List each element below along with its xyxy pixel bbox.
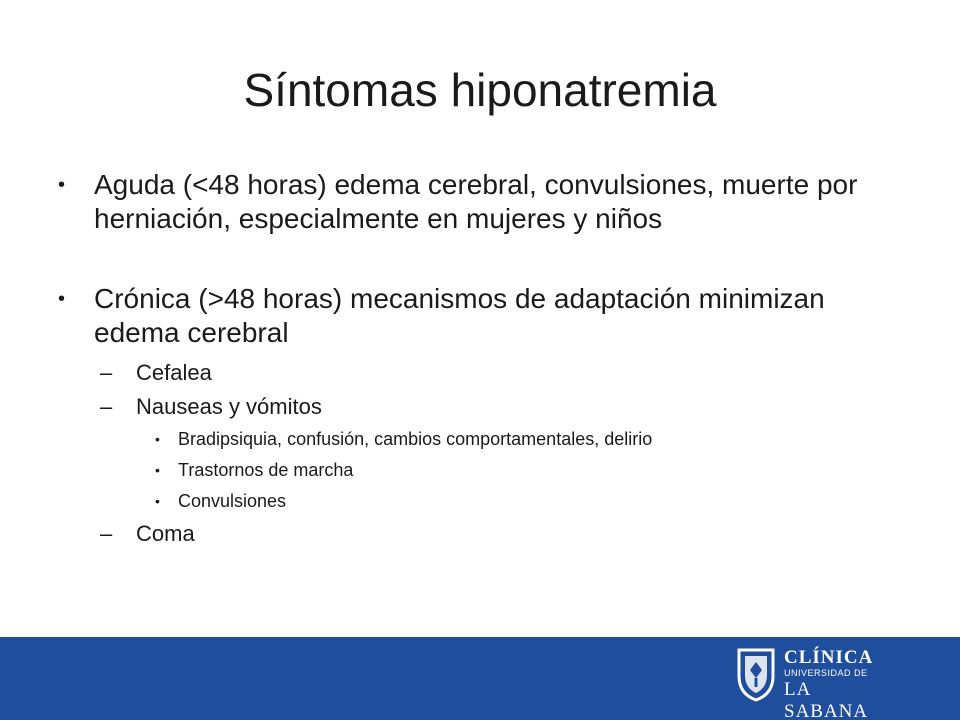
dash-icon: – <box>100 394 113 419</box>
bullet-item-aguda <box>58 168 878 236</box>
slide-title: Síntomas hiponatremia <box>243 64 717 116</box>
sub-item-cefalea <box>58 356 878 390</box>
sub-list <box>58 356 878 551</box>
sub-item-text: Nauseas y vómitos <box>136 394 322 419</box>
sub-sub-item-trastornos <box>58 455 878 486</box>
bullet-item-cronica <box>58 282 878 350</box>
bullet-icon: • <box>155 462 160 478</box>
logo-text <box>784 648 895 720</box>
sub-sub-item-text: Convulsiones <box>178 491 287 511</box>
sub-sub-item-bradipsiquia <box>58 424 878 455</box>
dash-icon: – <box>100 521 113 546</box>
sub-item-coma <box>58 517 878 551</box>
sub-item-nauseas <box>58 390 878 424</box>
bullet-icon: • <box>58 288 66 310</box>
bullet-icon: • <box>58 174 66 196</box>
sub-item-text: Cefalea <box>136 360 212 385</box>
bullet-text: Crónica (>48 horas) mecanismos de adaptación minimizan edema cerebral <box>94 283 825 348</box>
crest-icon <box>735 646 777 702</box>
logo-line-2: UNIVERSIDAD DE <box>784 668 868 678</box>
bullet-icon: • <box>155 431 160 447</box>
footer-divider <box>0 628 960 637</box>
bullet-text: Aguda (<48 horas) edema cerebral, convulsiones, muerte por herniación, especialmente en mujeres y niños <box>94 169 858 234</box>
logo-line-1: CLÍNICA <box>784 647 874 668</box>
bullet-icon: • <box>155 493 160 509</box>
sub-item-text: Coma <box>136 521 195 546</box>
sub-sub-item-text: Bradipsiquia, confusión, cambios comportamentales, delirio <box>178 429 653 449</box>
dash-icon: – <box>100 360 113 385</box>
sub-sub-item-convulsiones <box>58 486 878 517</box>
bullet-list <box>58 168 878 551</box>
clinica-logo <box>735 646 895 720</box>
logo-line-3: LA SABANA <box>784 679 869 720</box>
sub-sub-item-text: Trastornos de marcha <box>178 460 354 480</box>
